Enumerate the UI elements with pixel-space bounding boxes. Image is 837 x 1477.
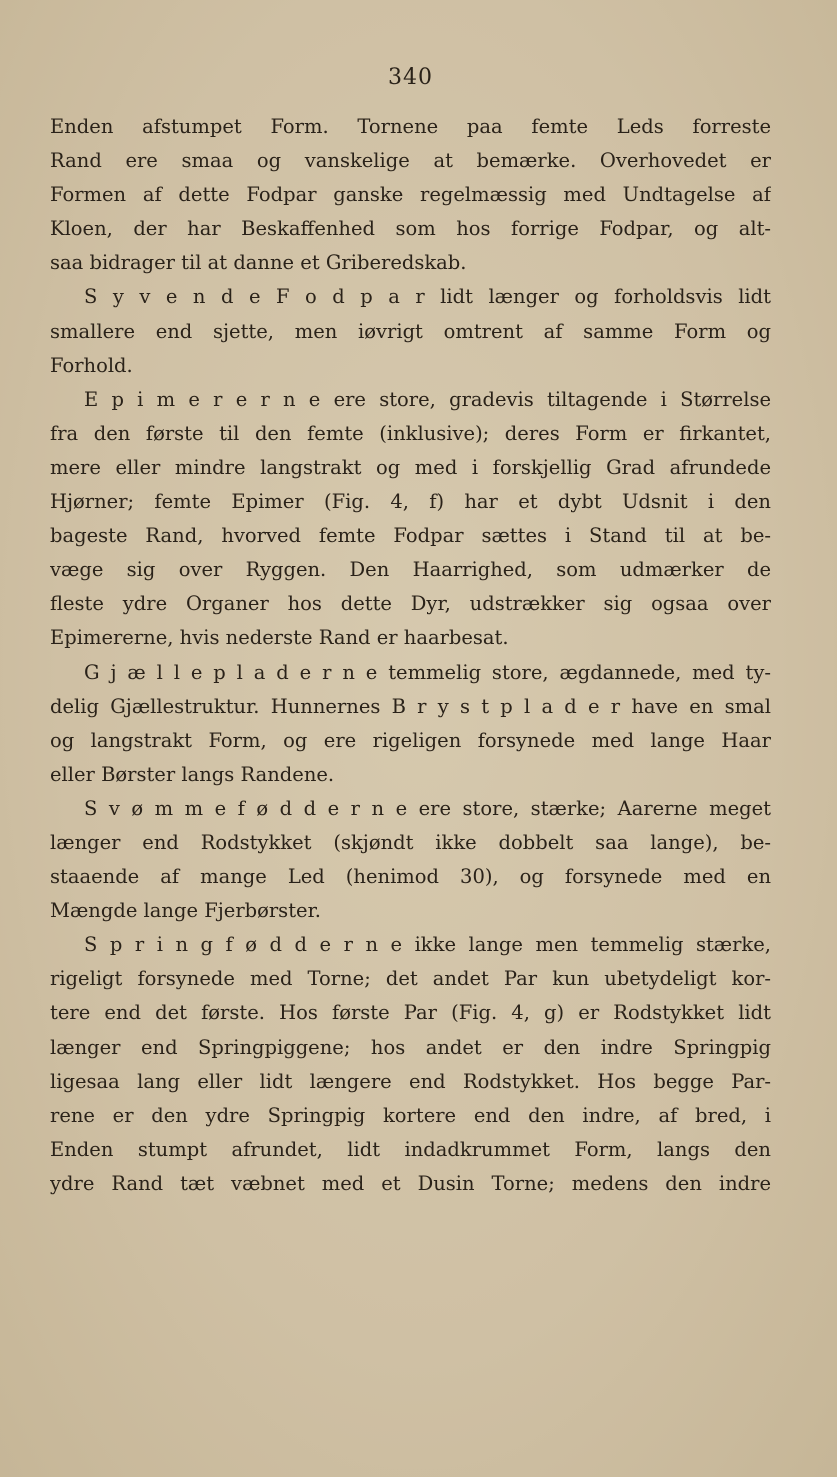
body-text [50,110,771,1201]
text-line: længer end Springpiggene; hos andet er den indre Springpig [50,1035,771,1059]
text-line: Kloen, der har Beskaffenhed som hos forrige Fodpar, og alt- [50,217,771,241]
text-line: og langstrakt Form, og ere rigeligen forsynede med lange Haar [50,728,771,752]
text-line: Epimererne, hvis nederste Rand er haarbesat. [50,626,509,650]
text-line: Hjørner; femte Epimer (Fig. 4, f) har et dybt Udsnit i den [50,490,771,514]
text-line: Enden afstumpet Form. Tornene paa femte Leds forreste [50,115,771,138]
text-line: tere end det første. Hos første Par (Fig. 4, g) er Rodstykket lidt [50,1001,771,1025]
text-line: Forhold. [50,353,133,377]
text-line: rene er den ydre Springpig kortere end den indre, af bred, i [50,1103,771,1127]
text-line: ligesaa lang eller lidt længere end Rodstykket. Hos begge Par- [50,1069,771,1093]
text-line: smallere end sjette, men iøvrigt omtrent af samme Form og [50,319,771,343]
text-line: staaende af mange Led (henimod 30), og forsynede med en [50,865,771,889]
text-line: Enden stumpt afrundet, lidt indadkrummet Form, langs den [50,1137,771,1161]
text-line: eller Børster langs Randene. [50,762,335,786]
text-line: delig Gjællestruktur. Hunnernes B r y s t p l a d e r have en smal [50,694,771,718]
text-line: Mængde lange Fjerbørster. [50,899,321,923]
text-line: væge sig over Ryggen. Den Haarrighed, som udmærker de [50,558,771,582]
text-line: S p r i n g f ø d d e r n e ikke lange men temmelig stærke, [84,933,771,957]
text-line: fleste ydre Organer hos dette Dyr, udstrækker sig ogsaa over [50,592,771,616]
text-line: E p i m e r e r n e ere store, gradevis tiltagende i Størrelse [84,387,771,411]
text-line: S v ø m m e f ø d d e r n e ere store, stærke; Aarerne meget [84,796,771,820]
text-line: længer end Rodstykket (skjøndt ikke dobbelt saa lange), be- [50,830,771,854]
text-line: fra den første til den femte (inklusive); deres Form er firkantet, [50,421,771,445]
text-line: S y v e n d e F o d p a r lidt længer og forholdsvis lidt [84,285,771,309]
text-line: saa bidrager til at danne et Griberedskab. [50,251,467,275]
text-line: bageste Rand, hvorved femte Fodpar sættes i Stand til at be- [50,524,771,548]
text-line: Formen af dette Fodpar ganske regelmæssig med Undtagelse af [50,183,771,207]
text-line: rigeligt forsynede med Torne; det andet Par kun ubetydeligt kor- [50,967,771,991]
text-line: mere eller mindre langstrakt og med i forskjellig Grad afrundede [50,455,771,479]
page-number: 340 [388,65,433,90]
text-line: ydre Rand tæt væbnet med et Dusin Torne; medens den indre [50,1171,771,1195]
text-line: Rand ere smaa og vanskelige at bemærke. Overhovedet er [50,149,771,173]
text-line: G j æ l l e p l a d e r n e temmelig store, ægdannede, med ty- [84,660,771,684]
